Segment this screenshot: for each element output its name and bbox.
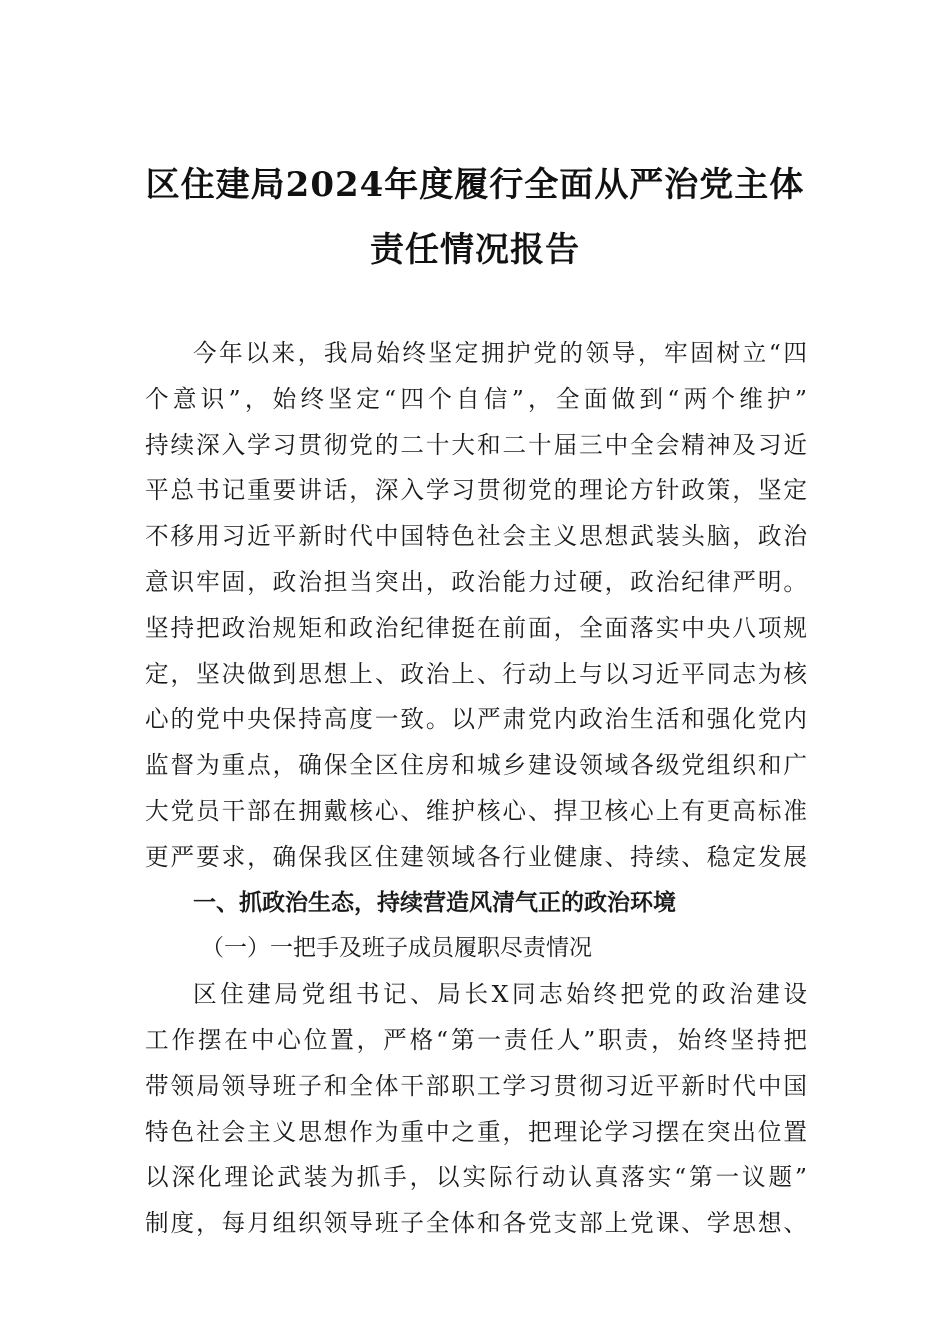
paragraph-line: 意识牢固，政治担当突出，政治能力过硬，政治纪律严明。: [145, 567, 807, 596]
subsection-heading: （一）一把手及班子成员履职尽责情况: [201, 935, 592, 962]
paragraph-line: 特色社会主义思想作为重中之重，把理论学习摆在突出位置: [145, 1117, 807, 1146]
paragraph-line: 心的党中央保持高度一致。以严肃党内政治生活和强化党内: [145, 705, 807, 734]
paragraph-line: 平总书记重要讲话，深入学习贯彻党的理论方针政策，坚定: [145, 476, 807, 505]
paragraph-line: 工作摆在中心位置，严格“第一责任人”职责，始终坚持把: [145, 1025, 807, 1054]
paragraph-line: 今年以来，我局始终坚定拥护党的领导，牢固树立“四: [193, 339, 807, 367]
paragraph-line: 不移用习近平新时代中国特色社会主义思想武装头脑，政治: [145, 522, 807, 551]
paragraph-line: 制度，每月组织领导班子全体和各党支部上党课、学思想、: [145, 1209, 807, 1238]
document-body: [145, 331, 807, 1247]
paragraph-line: 个意识”，始终坚定“四个自信”，全面做到“两个维护”: [145, 384, 807, 413]
paragraph-line: 监督为重点，确保全区住房和城乡建设领域各级党组织和广: [145, 751, 807, 780]
paragraph-line: 定，坚决做到思想上、政治上、行动上与以习近平同志为核: [145, 659, 807, 688]
section-heading: 一、抓政治生态，持续营造风清气正的政治环境: [193, 889, 676, 916]
document-title-line-2: 责任情况报告: [370, 230, 580, 270]
paragraph-line: 持续深入学习贯彻党的二十大和二十届三中全会精神及习近: [145, 430, 807, 459]
paragraph-line: 区住建局党组书记、局长X同志始终把党的政治建设: [193, 980, 807, 1009]
paragraph-line: 大党员干部在拥戴核心、维护核心、捍卫核心上有更高标准: [145, 796, 807, 825]
paragraph-line: 以深化理论武装为抓手，以实际行动认真落实“第一议题”: [145, 1163, 807, 1192]
document-title-line-1: 区住建局2024年度履行全面从严治党主体: [145, 165, 805, 205]
paragraph-line: 带领局领导班子和全体干部职工学习贯彻习近平新时代中国: [145, 1071, 807, 1100]
paragraph-line: 坚持把政治规矩和政治纪律挺在前面，全面落实中央八项规: [145, 613, 807, 642]
paragraph-line: 更严要求，确保我区住建领域各行业健康、持续、稳定发展: [145, 842, 807, 871]
